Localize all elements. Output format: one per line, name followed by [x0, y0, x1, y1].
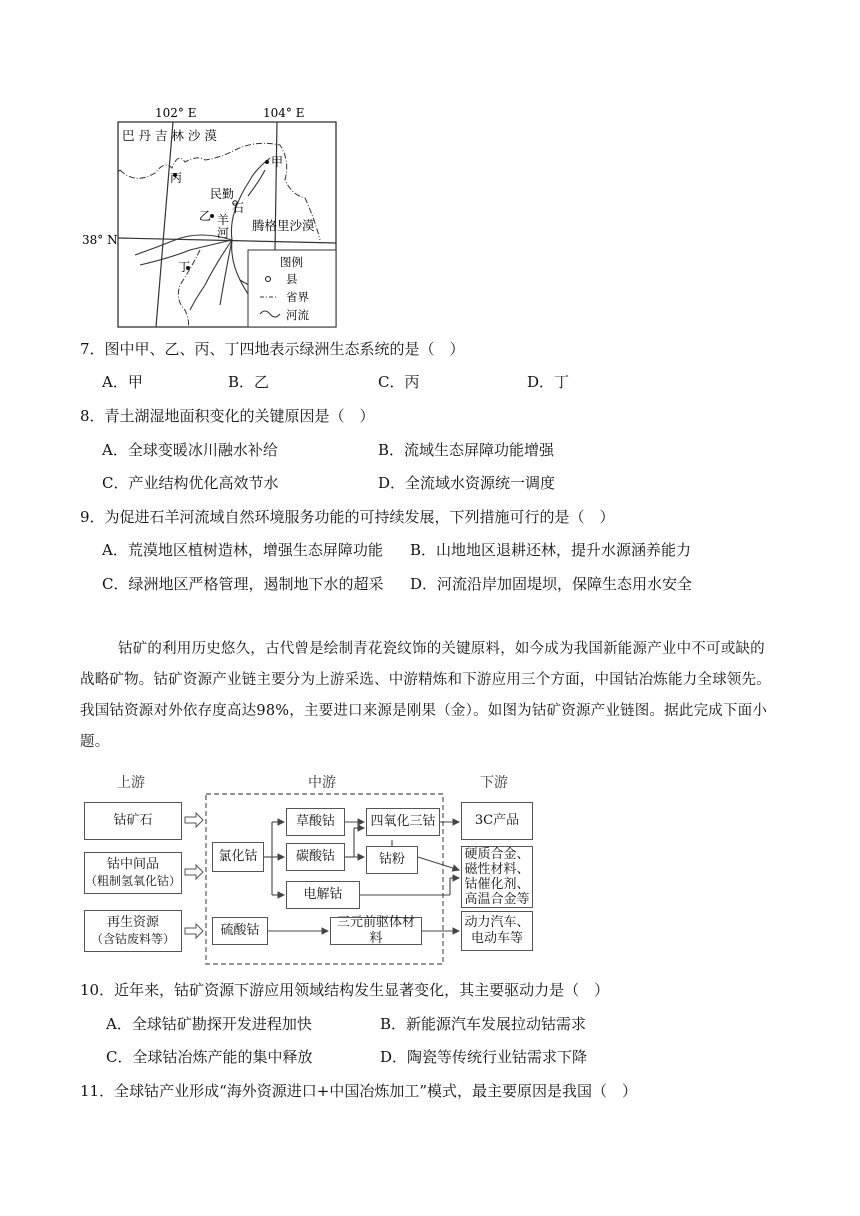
cobalt-sulfate-box — [212, 917, 268, 945]
question-stem: 全球钴产业形成“海外资源进口+中国冶炼加工”模式，最主要原因是我国（ ） — [114, 1082, 638, 1100]
lon-label-102: 102° E — [155, 106, 197, 120]
lat-label-38: 38° N — [82, 233, 118, 247]
question-number: 8． — [80, 407, 105, 425]
box-label-line: 高温合金等 — [464, 892, 530, 907]
cobalt-powder-box — [366, 846, 418, 874]
box-label-line: 动力汽车、 — [464, 915, 530, 930]
river-label-he: 河 — [217, 226, 230, 240]
box-label-line: （含钴废料等） — [90, 932, 175, 946]
box-label-line: 磁性材料、 — [464, 862, 530, 877]
passage-line-2: 战略矿物。钴矿资源产业链主要分为上游采选、中游精炼和下游应用三个方面，中国钴冶炼能力全球领先。 — [80, 672, 771, 688]
option-7d[interactable]: D．丁 — [527, 373, 570, 391]
downstream-title: 下游 — [480, 775, 508, 791]
box-label: 氯化钴 — [218, 849, 258, 864]
box-label: 钴矿石 — [113, 813, 153, 828]
question-number: 10． — [80, 981, 115, 999]
downstream-3c-products — [461, 802, 533, 840]
ternary-precursor-box — [330, 917, 422, 945]
box-label-line: 钴中间品 — [106, 857, 159, 872]
cobalt-oxalate-box — [286, 808, 345, 836]
option-9c[interactable]: C．绿洲地区严格管理，遏制地下水的超采 — [102, 575, 384, 593]
box-label: 四氧化三钴 — [370, 814, 436, 829]
box-label: 硫酸钴 — [220, 923, 260, 938]
option-7c[interactable]: C．丙 — [378, 373, 420, 391]
option-8b[interactable]: B．流域生态屏障功能增强 — [378, 441, 555, 459]
lon-label-104: 104° E — [263, 106, 305, 120]
box-label-line: 电动车等 — [470, 931, 523, 946]
upstream-title: 上游 — [117, 775, 145, 791]
question-stem: 图中甲、乙、丙、丁四地表示绿洲生态系统的是（ ） — [104, 340, 465, 358]
river-label-shi: 石 — [232, 201, 245, 215]
box-label-line: 钴催化剂、 — [464, 877, 530, 892]
downstream-vehicles — [461, 911, 533, 951]
box-label-line: 再生资源 — [106, 915, 159, 930]
legend-river: 河流 — [286, 308, 309, 322]
box-label: 三元前驱体材料 — [336, 915, 415, 946]
place-bing: 丙 — [170, 171, 183, 185]
legend-county: 县 — [286, 272, 298, 286]
box-label: 钴粉 — [378, 852, 405, 867]
desert-east-label: 腾格里沙漠 — [252, 218, 315, 233]
cobalt-chloride-box — [212, 842, 264, 872]
option-9a[interactable]: A．荒漠地区植树造林，增强生态屏障功能 — [102, 541, 383, 559]
passage-line-4: 题。 — [80, 734, 110, 750]
option-8c[interactable]: C．产业结构优化高效节水 — [102, 474, 279, 492]
upstream-intermediate — [84, 852, 182, 894]
legend-title: 图例 — [280, 255, 303, 269]
box-label: 电解钴 — [303, 887, 343, 902]
oasis-map — [80, 100, 350, 330]
box-label: 碳酸钴 — [295, 849, 335, 864]
option-9b[interactable]: B．山地地区退耕还林，提升水源涵养能力 — [410, 541, 692, 559]
option-8d[interactable]: D．全流域水资源统一调度 — [378, 474, 556, 492]
question-number: 11． — [80, 1082, 115, 1100]
desert-north-label: 巴 丹 吉 林 沙 漠 — [122, 128, 217, 143]
river-label-yang: 羊 — [217, 213, 230, 227]
option-7b[interactable]: B．乙 — [228, 373, 270, 391]
place-jia: 甲 — [271, 155, 284, 169]
downstream-alloys — [461, 846, 533, 908]
upstream-cobalt-ore — [84, 802, 182, 840]
question-9 — [80, 507, 615, 527]
electrolytic-cobalt-box — [286, 881, 360, 909]
passage-line-1: 钴矿的利用历史悠久，古代曾是绘制青花瓷纹饰的关键原料，如今成为我国新能源产业中不可或缺的 — [118, 641, 765, 657]
box-label: 3C产品 — [474, 813, 520, 828]
question-7 — [80, 339, 465, 359]
place-yi: 乙 — [199, 209, 212, 223]
midstream-title: 中游 — [308, 775, 336, 791]
legend-county-icon — [266, 277, 271, 282]
question-number: 9． — [80, 508, 105, 526]
passage-line-3: 我国钴资源对外依存度高达98%，主要进口来源是刚果（金）。如图为钴矿资源产业链图。据此完成下面小 — [80, 703, 768, 719]
option-10a[interactable]: A．全球钴矿勘探开发进程加快 — [106, 1015, 312, 1033]
box-label-line: 硬质合金、 — [464, 847, 530, 862]
option-9d[interactable]: D．河流沿岸加固堤坝，保障生态用水安全 — [410, 575, 693, 593]
cobalt-carbonate-box — [286, 843, 345, 871]
box-label: 草酸钴 — [295, 814, 335, 829]
question-10 — [80, 980, 609, 1000]
option-7a[interactable]: A．甲 — [102, 373, 143, 391]
question-8 — [80, 406, 375, 426]
option-10c[interactable]: C．全球钴冶炼产能的集中释放 — [106, 1048, 313, 1066]
question-stem: 青土湖湿地面积变化的关键原因是（ ） — [104, 407, 375, 425]
question-11 — [80, 1081, 637, 1101]
box-label-line: （粗制氢氧化钴） — [85, 874, 182, 888]
place-minqin: 民勤 — [210, 187, 235, 201]
option-10b[interactable]: B．新能源汽车发展拉动钴需求 — [380, 1015, 587, 1033]
question-stem: 近年来，钴矿资源下游应用领域结构发生显著变化，其主要驱动力是（ ） — [114, 981, 610, 999]
tricobalt-tetroxide-box — [366, 808, 440, 836]
question-stem: 为促进石羊河流域自然环境服务功能的可持续发展，下列措施可行的是（ ） — [104, 508, 615, 526]
legend-border: 省界 — [286, 290, 309, 304]
upstream-recycled — [84, 910, 182, 952]
option-10d[interactable]: D．陶瓷等传统行业钴需求下降 — [380, 1048, 588, 1066]
option-8a[interactable]: A．全球变暖冰川融水补给 — [102, 441, 278, 459]
place-ding: 丁 — [178, 260, 191, 274]
question-number: 7． — [80, 340, 105, 358]
